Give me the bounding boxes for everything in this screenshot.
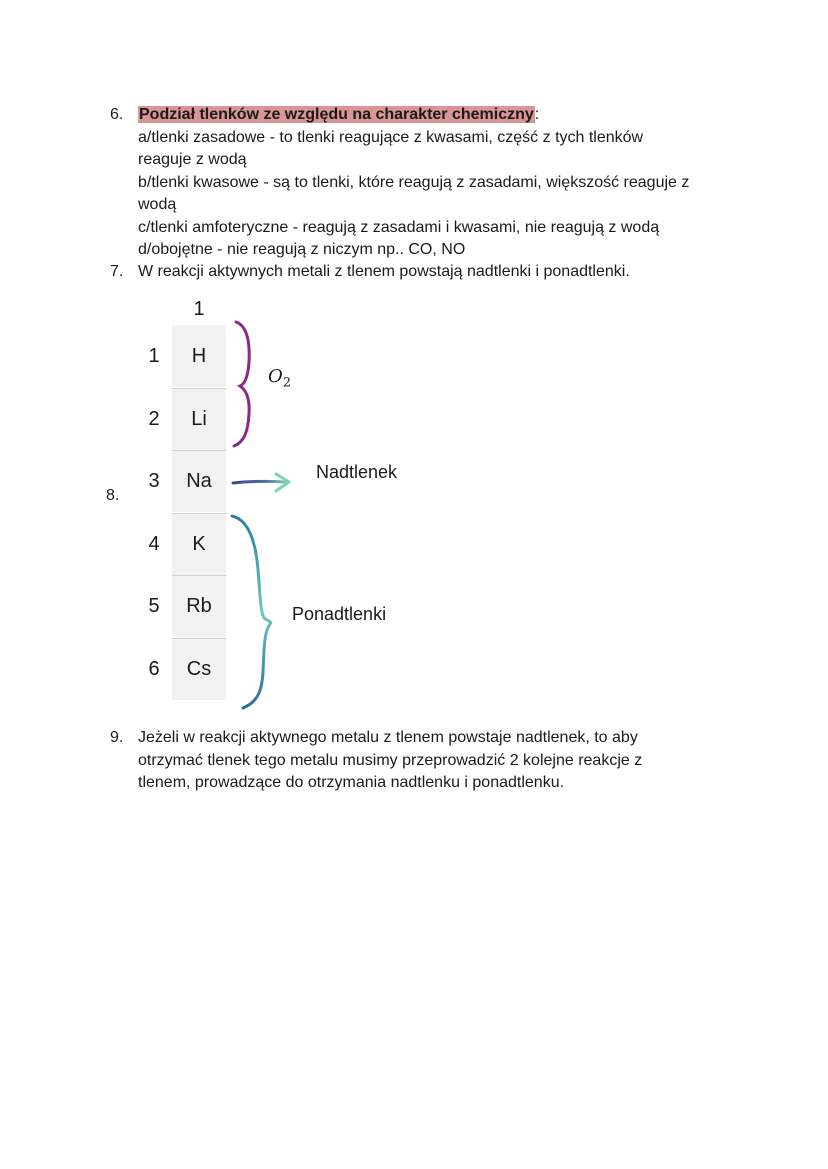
element-cell-k: K — [172, 513, 226, 575]
period-number: 5 — [148, 595, 160, 617]
element-cell-na: Na — [172, 450, 226, 512]
group-header: 1 — [193, 298, 205, 320]
top-brace — [234, 322, 249, 446]
element-cell-cs: Cs — [172, 638, 226, 700]
item-6-line: a/tlenki zasadowe - to tlenki reagujące z kwasami, część z tych tlenków — [138, 129, 644, 146]
item-6-line: b/tlenki kwasowe - są to tlenki, które reagują z zasadami, większość reaguje z — [138, 174, 690, 191]
nadtlenek-arrow-shaft — [233, 481, 286, 483]
nadtlenek-label: Nadtlenek — [316, 462, 398, 482]
item-6-number: 6. — [110, 106, 124, 123]
item-9-number: 9. — [110, 729, 124, 746]
element-cell-li: Li — [172, 388, 226, 450]
element-cell-rb: Rb — [172, 575, 226, 637]
item-6-heading-colon: : — [534, 106, 540, 123]
item-6-heading: Podział tlenków ze względu na charakter chemiczny — [139, 106, 534, 123]
period-number: 4 — [148, 533, 160, 555]
item-6-line: d/obojętne - nie reagują z niczym np.. CO, NO — [138, 241, 466, 258]
period-number: 1 — [148, 345, 160, 367]
item-9-line: tlenem, prowadzące do otrzymania nadtlenku i ponadtlenku. — [138, 774, 565, 791]
bottom-brace — [232, 516, 271, 708]
item-7-number: 7. — [110, 263, 124, 280]
item-6-line: wodą — [138, 196, 177, 213]
o2-label: $O_2$ — [268, 366, 292, 391]
item-9-line: Jeżeli w reakcji aktywnego metalu z tlenem powstaje nadtlenek, to aby — [138, 729, 638, 746]
ponadtlenki-label: Ponadtlenki — [292, 604, 387, 624]
period-number: 6 — [148, 658, 160, 680]
item-6-line: reaguje z wodą — [138, 151, 247, 168]
element-cell-h: H — [172, 325, 226, 387]
period-number: 3 — [148, 470, 160, 492]
item-6-line: c/tlenki amfoteryczne - reagują z zasadami i kwasami, nie reagują z wodą — [138, 219, 660, 236]
period-number: 2 — [148, 408, 160, 430]
item-7-text: W reakcji aktywnych metali z tlenem powstają nadtlenki i ponadtlenki. — [138, 263, 630, 280]
item-9-line: otrzymać tlenek tego metalu musimy przeprowadzić 2 kolejne reakcje z — [138, 752, 643, 769]
item-8-number: 8. — [106, 487, 120, 504]
